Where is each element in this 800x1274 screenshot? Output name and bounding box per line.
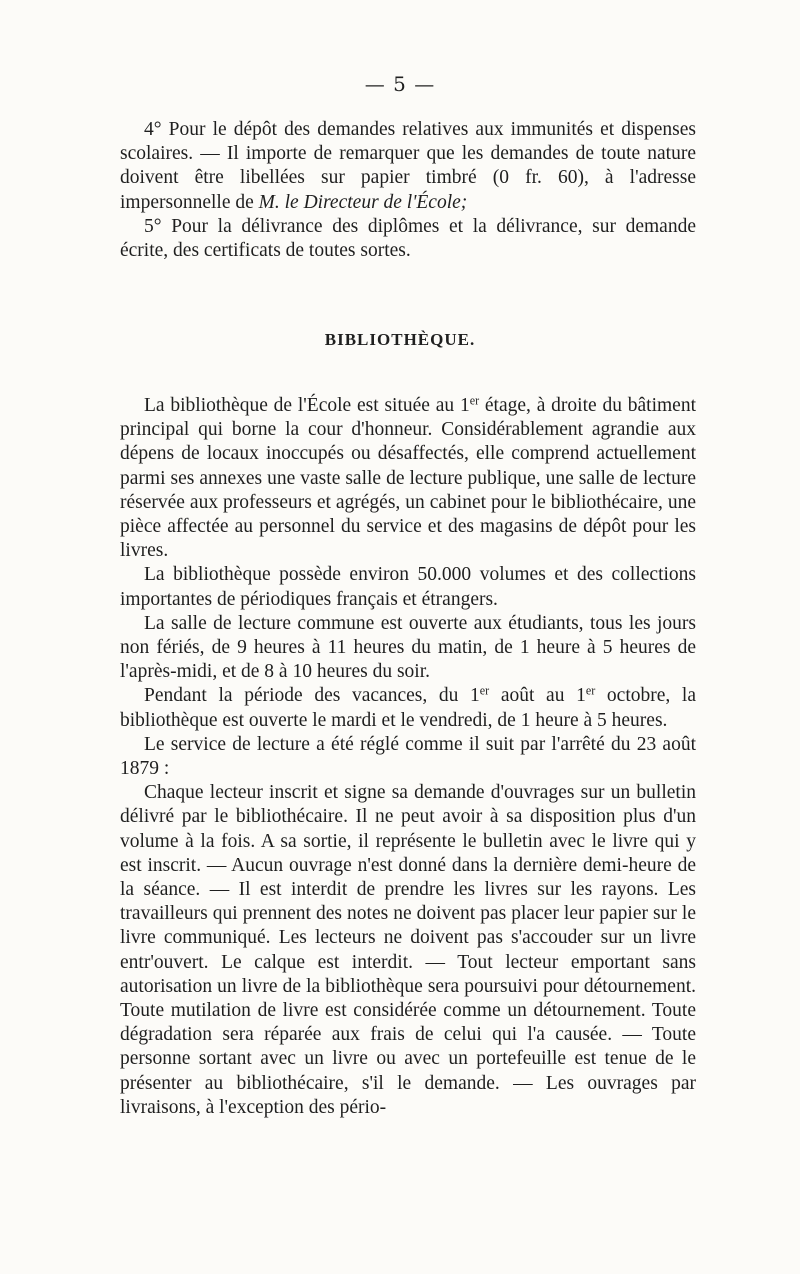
paragraph-location	[120, 394, 696, 563]
paragraph-reading-service: Le service de lecture a été réglé comme il suit par l'arrêté du 23 août 1879 :	[120, 733, 696, 780]
p4-superscript-2: er	[585, 683, 596, 698]
item-4-text: 4° Pour le dépôt des demandes relatives aux immunités et dispenses scolaires. — Il importe de remarquer que les demandes de toute nature doivent être libellées sur papier timbré (0 fr. 60), à l'adresse impersonnelle de	[120, 119, 696, 213]
paragraph-reading-rules: Chaque lecteur inscrit et signe sa demande d'ouvrages sur un bulletin délivré par le bibliothécaire. Il ne peut avoir à sa disposition plus d'un volume à la fois. A sa sortie, il représente le bulletin avec le livre qui y est inscrit. — Aucun ouvrage n'est donné dans la dernière demi-heure de la séance. — Il est interdit de prendre les livres sur les rayons. Les travailleurs qui prennent des notes ne doivent pas placer leur papier sur le livre communiqué. Les lecteurs ne doivent pas s'accouder sur un livre entr'ouvert. Le calque est interdit. — Tout lecteur emportant sans autorisation un livre de la bibliothèque sera poursuivi pour détournement. Toute mutilation de livre est considérée comme un détournement. Toute dégradation sera réparée aux frais de celui qui l'a causée. — Toute personne sortant avec un livre ou avec un portefeuille est tenue de le présenter au bibliothécaire, s'il le demande. — Les ouvrages par livraisons, à l'exception des pério-	[120, 782, 696, 1118]
p4-text-b: août au 1	[489, 685, 586, 707]
p1-superscript: er	[469, 393, 480, 408]
p1-text-b: étage, à droite du bâtiment principal qui borne la cour d'honneur. Considérablement agrandie aux dépens de locaux inoccupés ou désaffectés, elle comprend actuellement parmi ses annexes une vaste salle de lecture publique, une salle de lecture réservée aux professeurs et agrégés, un cabinet pour le bibliothécaire, une pièce affectée au personnel du service et des magasins de dépôt pour les livres.	[120, 395, 696, 562]
top-text-block	[120, 118, 696, 263]
p1-text-a: La bibliothèque de l'École est située au 1	[144, 395, 470, 416]
item-4-addressee: M. le Directeur de l'École;	[258, 191, 468, 213]
paragraph-opening-hours: La salle de lecture commune est ouverte aux étudiants, tous les jours non fériés, de 9 heures à 11 heures du matin, de 1 heure à 5 heures de l'après-midi, et de 8 à 10 heures du soir.	[120, 612, 696, 683]
p4-text-a: Pendant la période des vacances, du 1	[144, 685, 480, 707]
p4-text-c: octobre, la bibliothèque est ouverte le mardi et le vendredi, de 1 heure à 5 heures.	[120, 685, 696, 731]
page-number: — 5 —	[364, 72, 436, 96]
paragraph-holdings: La bibliothèque possède environ 50.000 volumes et des collections importantes de périodiques français et étrangers.	[120, 564, 696, 610]
item-4-paragraph	[120, 118, 696, 215]
paragraph-vacation-hours	[120, 684, 696, 732]
section-title: BIBLIOTHÈQUE.	[324, 330, 476, 349]
p4-superscript-1: er	[479, 683, 490, 698]
item-5-paragraph: 5° Pour la délivrance des diplômes et la délivrance, sur demande écrite, des certificats de toutes sortes.	[120, 215, 696, 262]
library-text-block	[120, 394, 696, 1120]
